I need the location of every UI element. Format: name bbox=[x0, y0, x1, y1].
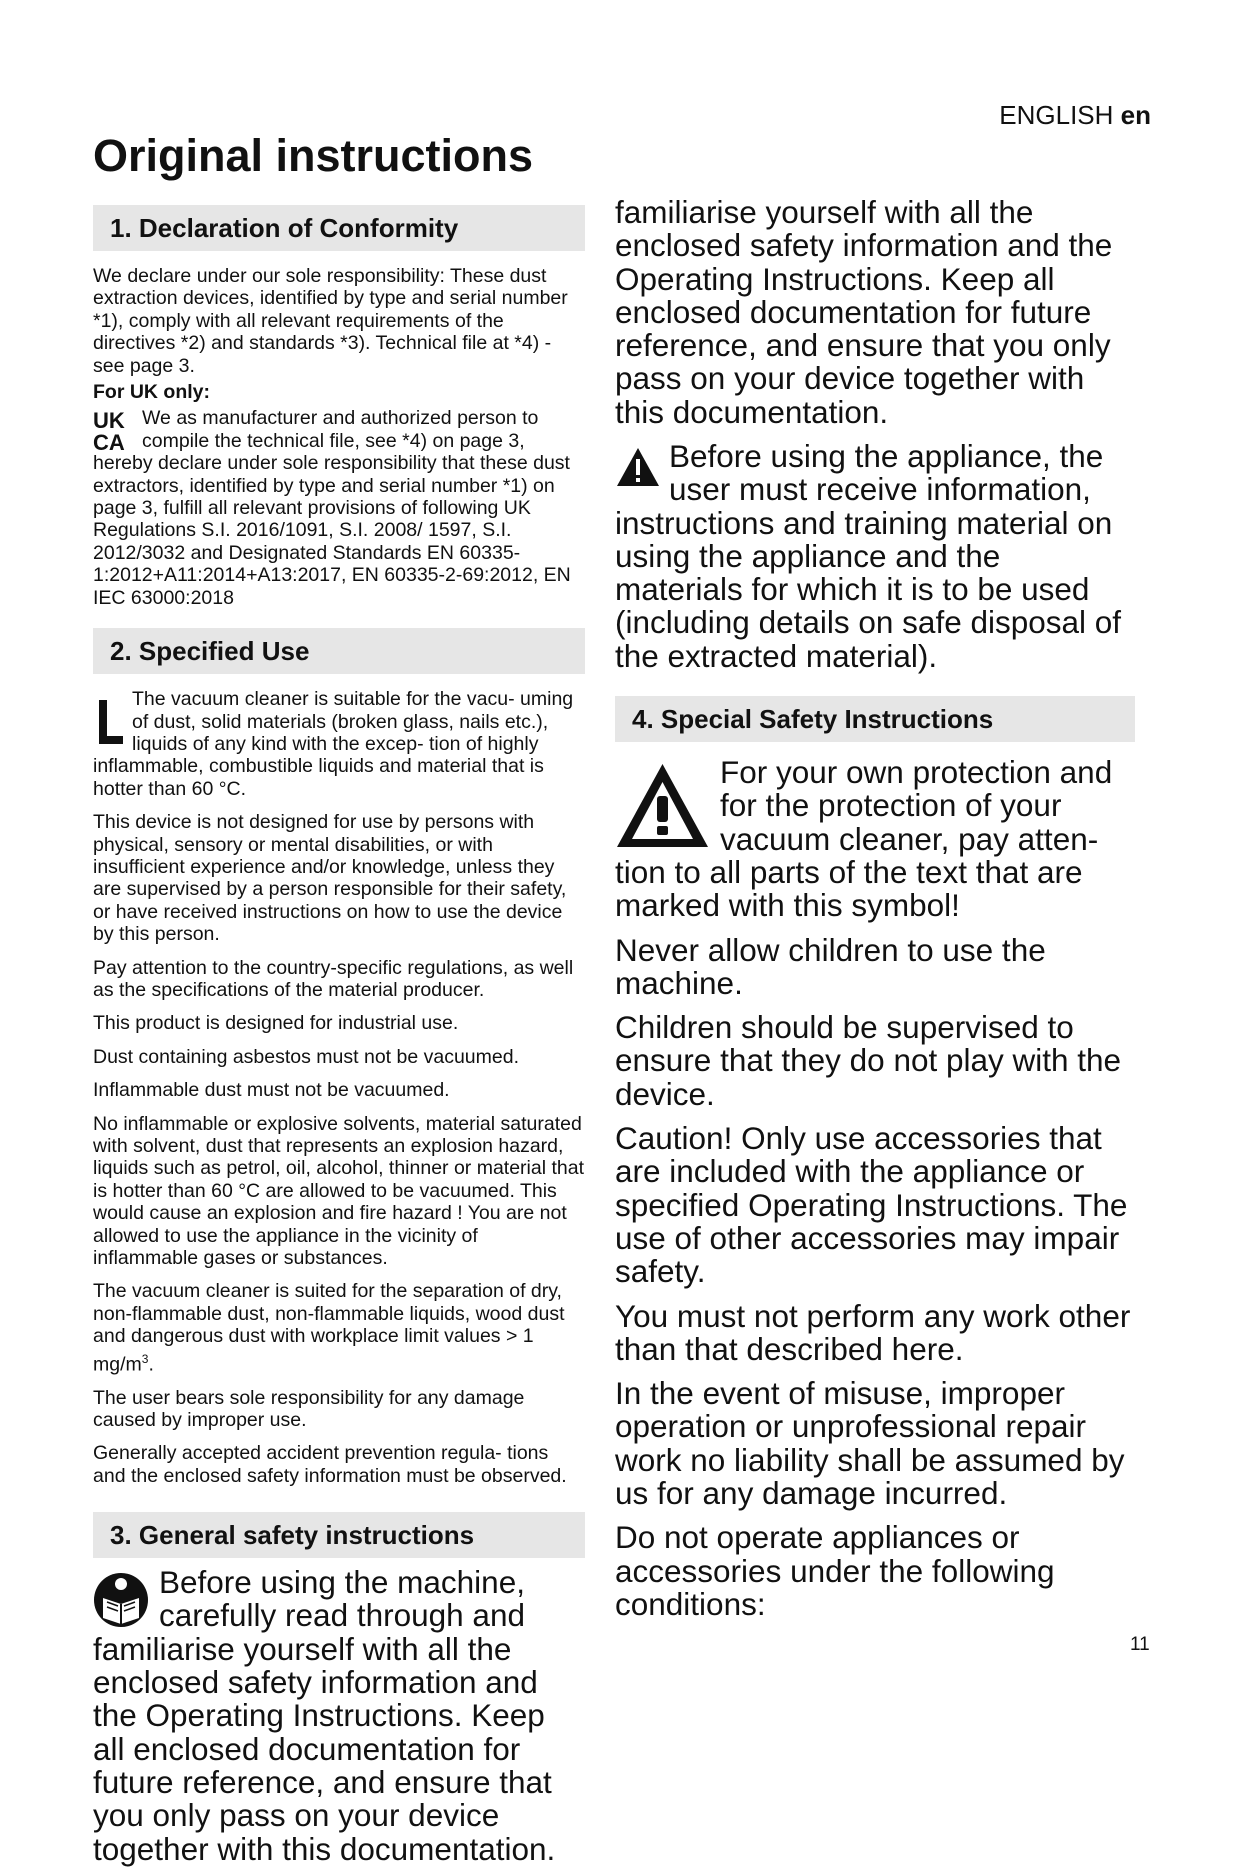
read-manual-icon bbox=[93, 1572, 149, 1628]
section-heading-specified-use: 2. Specified Use bbox=[93, 628, 585, 674]
special-safety-intro: For your own protection and for the protection of your vacuum cleaner, pay atten- tion to all parts of the text that are marked with this symbol! bbox=[615, 754, 1113, 924]
general-safety-text-continued bbox=[615, 196, 1135, 429]
training-warning-block bbox=[615, 440, 1135, 673]
page-number: 11 bbox=[1130, 1634, 1150, 1655]
warning-triangle-icon bbox=[615, 446, 661, 488]
section-heading-general-safety: 3. General safety instructions bbox=[93, 1512, 585, 1558]
specified-use-separation bbox=[93, 1280, 585, 1375]
specified-use-responsibility: The user bears sole responsibility for any damage caused by improper use. bbox=[93, 1386, 525, 1431]
language-code: en bbox=[1120, 100, 1151, 130]
general-safety-text-start: Before using the machine, carefully read through and familiarise yourself with all the enclosed safety information and the Operating Instructions. Keep all enclosed documentation for future reference, and ensure that you only pass on your device together with this documentation. bbox=[93, 1564, 556, 1867]
special-safety-supervision: Children should be supervised to ensure that they do not play with the device. bbox=[615, 1009, 1122, 1112]
uk-declaration-text: We as manufacturer and authorized person to compile the technical file, see *4) on page 3, hereby declare under sole responsibility that these dust extractors, identified by type and serial number *1) on page 3, fulfill all relevant provisions of following UK Regulations S.I. 2016/1091, S.I. 2008/ 1597, S.I. 2012/3032 and Designated Standards EN 60335-1:2012+A11:2014+A13:2017, EN 60335-2-69:2012, EN IEC 63000:2018 bbox=[93, 407, 571, 609]
separation-sup: 3 bbox=[141, 1351, 149, 1366]
specified-use-accident-prevention: Generally accepted accident prevention regula- tions and the enclosed safety information must be observed. bbox=[93, 1442, 567, 1487]
general-safety-continued bbox=[615, 196, 1135, 429]
section-heading-special-safety: 4. Special Safety Instructions bbox=[615, 696, 1135, 742]
page-title: Original instructions bbox=[93, 130, 534, 181]
training-warning-text: Before using the appliance, the user must receive information, instructions and training material on using the appliance and the materials for which it is to be used (including details on safe disposal of the extracted material). bbox=[615, 438, 1122, 674]
uk-only-label: For UK only: bbox=[93, 381, 210, 404]
separation-text: The vacuum cleaner is suited for the separation of dry, non-flammable dust, non-flammable liquids, wood dust and dangerous dust with workplace limit values > 1 mg/m bbox=[93, 1280, 565, 1376]
special-safety-accessories: Caution! Only use accessories that are included with the appliance or specified Operating Instructions. The use of other accessories may impair safety. bbox=[615, 1120, 1128, 1290]
warning-triangle-icon bbox=[615, 762, 710, 849]
specified-use-solvents: No inflammable or explosive solvents, material saturated with solvent, dust that represents an explosion hazard, liquids such as petrol, oil, alcohol, thinner or material that is hotter than 60 °C are allowed to be vacuumed. This would cause an explosion and fire hazard ! You are not allowed to use the appliance in the vicinity of inflammable gases or substances. bbox=[93, 1112, 585, 1270]
separation-end: . bbox=[148, 1353, 154, 1376]
left-column bbox=[93, 205, 585, 1867]
special-safety-children: Never allow children to use the machine. bbox=[615, 931, 1046, 1001]
svg-text:UK: UK bbox=[93, 408, 125, 434]
language-indicator bbox=[999, 100, 1151, 131]
language-label: ENGLISH bbox=[999, 100, 1114, 130]
specified-use-persons: This device is not designed for use by persons with physical, sensory or mental disabilities, or with insufficient experience and/or knowledge, unless they are supervised by a person responsible for their safety, or have received instructions on how to use the device by this person. bbox=[93, 811, 567, 946]
right-column bbox=[615, 196, 1135, 1632]
specified-use-inflammable-dust: Inflammable dust must not be vacuumed. bbox=[93, 1079, 450, 1102]
specified-use-asbestos: Dust containing asbestos must not be vacuumed. bbox=[93, 1045, 519, 1068]
ukca-block bbox=[93, 407, 585, 609]
special-safety-work: You must not perform any work other than that described here. bbox=[615, 1297, 1131, 1367]
ukca-mark-icon bbox=[93, 408, 136, 456]
svg-text:CA: CA bbox=[93, 430, 125, 456]
special-safety-warning-block bbox=[615, 756, 1135, 922]
special-safety-liability: In the event of misuse, improper operation or unprofessional repair work no liability shall be assumed by us for any damage incurred. bbox=[615, 1375, 1125, 1512]
declaration-text: We declare under our sole responsibility: These dust extraction devices, identified by type and serial number *1), comply with all relevant requirements of the directives *2) and standards *3). Technical file at *4) - see page 3. bbox=[93, 265, 568, 377]
size-class-block bbox=[93, 688, 585, 800]
specified-use-text: The vacuum cleaner is suitable for the vacu- uming of dust, solid materials (broken glass, nails etc.), liquids of any kind with the excep- tion of highly inflammable, combustible liquids and material that is hotter than 60 °C. bbox=[93, 688, 574, 800]
read-manual-block bbox=[93, 1564, 585, 1867]
special-safety-conditions: Do not operate appliances or accessories under the following conditions: bbox=[615, 1519, 1055, 1622]
specified-use-industrial: This product is designed for industrial use. bbox=[93, 1012, 459, 1035]
size-class-l-icon bbox=[93, 690, 125, 744]
specified-use-regulations: Pay attention to the country-specific regulations, as well as the specifications of the material producer. bbox=[93, 956, 574, 1001]
continued-line-text: familiarise yourself with all the enclosed safety information and the Operating Instructions. Keep all enclosed documentation for future reference, and ensure that you only pass on your device together with this documentation. bbox=[615, 194, 1113, 430]
section-heading-declaration: 1. Declaration of Conformity bbox=[93, 205, 585, 251]
